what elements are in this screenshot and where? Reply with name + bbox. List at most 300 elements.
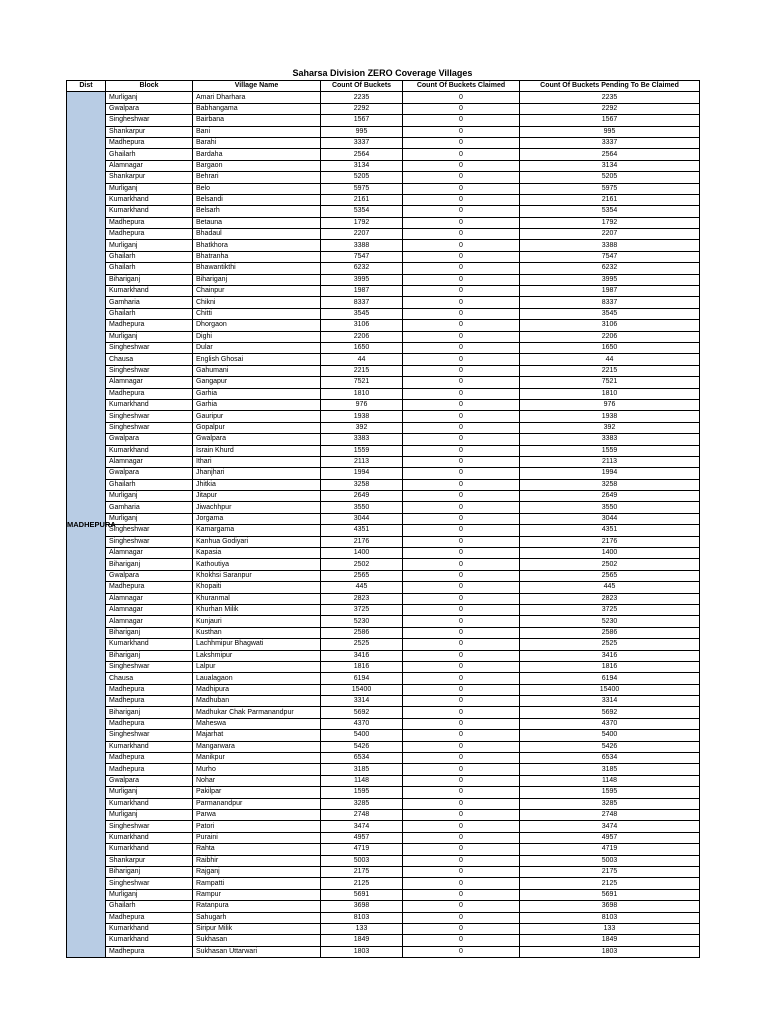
village-name-cell: Bihariganj — [193, 274, 321, 285]
table-row — [67, 240, 700, 251]
bucket-count-cell: 6232 — [321, 263, 403, 274]
block-cell: Bihariganj — [106, 866, 193, 877]
block-cell: Murliganj — [106, 889, 193, 900]
bucket-count-cell: 445 — [321, 582, 403, 593]
bucket-count-cell: 5691 — [321, 889, 403, 900]
village-name-cell: Ithari — [193, 456, 321, 467]
bucket-count-cell: 2748 — [321, 810, 403, 821]
village-name-cell: Kusthan — [193, 627, 321, 638]
table-row — [67, 479, 700, 490]
pending-count-cell: 5426 — [520, 741, 700, 752]
block-cell: Singheshwar — [106, 411, 193, 422]
bucket-count-cell: 3185 — [321, 764, 403, 775]
block-cell: Murliganj — [106, 331, 193, 342]
bucket-count-cell: 4957 — [321, 832, 403, 843]
bucket-count-cell: 133 — [321, 923, 403, 934]
claimed-count-cell: 0 — [403, 274, 520, 285]
table-row — [67, 707, 700, 718]
village-name-cell: Kanhua Godiyari — [193, 536, 321, 547]
block-cell: Madhepura — [106, 753, 193, 764]
village-name-cell: Manikpur — [193, 753, 321, 764]
claimed-count-cell: 0 — [403, 308, 520, 319]
claimed-count-cell: 0 — [403, 445, 520, 456]
bucket-count-cell: 6534 — [321, 753, 403, 764]
village-name-cell: Nohar — [193, 775, 321, 786]
block-cell: Kumarkhand — [106, 639, 193, 650]
claimed-count-cell: 0 — [403, 661, 520, 672]
block-cell: Shankarpur — [106, 855, 193, 866]
table-row — [67, 502, 700, 513]
block-cell: Madhepura — [106, 684, 193, 695]
village-name-cell: Mangarwara — [193, 741, 321, 752]
table-row — [67, 604, 700, 615]
bucket-count-cell: 2564 — [321, 149, 403, 160]
pending-count-cell: 6194 — [520, 673, 700, 684]
pending-count-cell: 3383 — [520, 434, 700, 445]
village-name-cell: Sukhasan Uttarwari — [193, 946, 321, 957]
village-name-cell: Bani — [193, 126, 321, 137]
claimed-count-cell: 0 — [403, 844, 520, 855]
claimed-count-cell: 0 — [403, 639, 520, 650]
header-count-of-buckets: Count Of Buckets — [321, 81, 403, 92]
table-row — [67, 536, 700, 547]
village-name-cell: Pakilpar — [193, 787, 321, 798]
block-cell: Singheshwar — [106, 365, 193, 376]
village-name-cell: Bhatkhora — [193, 240, 321, 251]
table-row — [67, 661, 700, 672]
village-name-cell: Lachhmipur Bhagwati — [193, 639, 321, 650]
pending-count-cell: 7521 — [520, 377, 700, 388]
table-row — [67, 491, 700, 502]
pending-count-cell: 1567 — [520, 115, 700, 126]
village-name-cell: Rahta — [193, 844, 321, 855]
bucket-count-cell: 1595 — [321, 787, 403, 798]
claimed-count-cell: 0 — [403, 342, 520, 353]
table-row — [67, 456, 700, 467]
bucket-count-cell: 3995 — [321, 274, 403, 285]
block-cell: Chausa — [106, 354, 193, 365]
village-name-cell: Belo — [193, 183, 321, 194]
block-cell: Alamnagar — [106, 593, 193, 604]
village-name-cell: Jhitkia — [193, 479, 321, 490]
bucket-count-cell: 2235 — [321, 92, 403, 103]
block-cell: Madhepura — [106, 582, 193, 593]
table-row — [67, 593, 700, 604]
table-row — [67, 286, 700, 297]
claimed-count-cell: 0 — [403, 172, 520, 183]
table-row — [67, 149, 700, 160]
block-cell: Bihariganj — [106, 650, 193, 661]
pending-count-cell: 2113 — [520, 456, 700, 467]
table-row — [67, 548, 700, 559]
claimed-count-cell: 0 — [403, 582, 520, 593]
block-cell: Alamnagar — [106, 604, 193, 615]
claimed-count-cell: 0 — [403, 297, 520, 308]
pending-count-cell: 8337 — [520, 297, 700, 308]
pending-count-cell: 3388 — [520, 240, 700, 251]
table-row — [67, 639, 700, 650]
pending-count-cell: 3550 — [520, 502, 700, 513]
claimed-count-cell: 0 — [403, 866, 520, 877]
table-row — [67, 217, 700, 228]
bucket-count-cell: 3388 — [321, 240, 403, 251]
bucket-count-cell: 1148 — [321, 775, 403, 786]
pending-count-cell: 995 — [520, 126, 700, 137]
block-cell: Gwalpara — [106, 775, 193, 786]
village-name-cell: Raibhir — [193, 855, 321, 866]
table-row — [67, 320, 700, 331]
block-cell: Murliganj — [106, 92, 193, 103]
table-row — [67, 718, 700, 729]
village-name-cell: Puraini — [193, 832, 321, 843]
block-cell: Gwalpara — [106, 468, 193, 479]
village-name-cell: Khopaiti — [193, 582, 321, 593]
bucket-count-cell: 3285 — [321, 798, 403, 809]
village-name-cell: Dighi — [193, 331, 321, 342]
claimed-count-cell: 0 — [403, 684, 520, 695]
district-cell: MADHEPURA — [67, 92, 106, 958]
block-cell: Ghailarh — [106, 251, 193, 262]
claimed-count-cell: 0 — [403, 707, 520, 718]
pending-count-cell: 1148 — [520, 775, 700, 786]
table-row — [67, 684, 700, 695]
bucket-count-cell: 2161 — [321, 194, 403, 205]
table-row — [67, 570, 700, 581]
village-name-cell: Chitti — [193, 308, 321, 319]
table-row — [67, 582, 700, 593]
claimed-count-cell: 0 — [403, 468, 520, 479]
block-cell: Kumarkhand — [106, 923, 193, 934]
header-village-name: Village Name — [193, 81, 321, 92]
claimed-count-cell: 0 — [403, 206, 520, 217]
block-cell: Murliganj — [106, 183, 193, 194]
bucket-count-cell: 44 — [321, 354, 403, 365]
block-cell: Alamnagar — [106, 616, 193, 627]
pending-count-cell: 3044 — [520, 513, 700, 524]
claimed-count-cell: 0 — [403, 650, 520, 661]
pending-count-cell: 2235 — [520, 92, 700, 103]
claimed-count-cell: 0 — [403, 923, 520, 934]
village-name-cell: Lakshmipur — [193, 650, 321, 661]
block-cell: Kumarkhand — [106, 206, 193, 217]
village-name-cell: Gauripur — [193, 411, 321, 422]
village-name-cell: Barahi — [193, 137, 321, 148]
claimed-count-cell: 0 — [403, 570, 520, 581]
bucket-count-cell: 1803 — [321, 946, 403, 957]
block-cell: Singheshwar — [106, 821, 193, 832]
claimed-count-cell: 0 — [403, 502, 520, 513]
bucket-count-cell: 8103 — [321, 912, 403, 923]
block-cell: Singheshwar — [106, 536, 193, 547]
block-cell: Kumarkhand — [106, 832, 193, 843]
village-name-cell: Ratanpura — [193, 901, 321, 912]
bucket-count-cell: 976 — [321, 399, 403, 410]
pending-count-cell: 3314 — [520, 696, 700, 707]
bucket-count-cell: 4719 — [321, 844, 403, 855]
claimed-count-cell: 0 — [403, 901, 520, 912]
bucket-count-cell: 3337 — [321, 137, 403, 148]
claimed-count-cell: 0 — [403, 536, 520, 547]
pending-count-cell: 1559 — [520, 445, 700, 456]
block-cell: Gamharia — [106, 502, 193, 513]
block-cell: Murliganj — [106, 513, 193, 524]
claimed-count-cell: 0 — [403, 331, 520, 342]
pending-count-cell: 1810 — [520, 388, 700, 399]
claimed-count-cell: 0 — [403, 240, 520, 251]
table-row — [67, 935, 700, 946]
pending-count-cell: 3337 — [520, 137, 700, 148]
pending-count-cell: 1803 — [520, 946, 700, 957]
table-row — [67, 103, 700, 114]
claimed-count-cell: 0 — [403, 456, 520, 467]
block-cell: Singheshwar — [106, 115, 193, 126]
bucket-count-cell: 2502 — [321, 559, 403, 570]
pending-count-cell: 5691 — [520, 889, 700, 900]
bucket-count-cell: 392 — [321, 422, 403, 433]
table-row — [67, 810, 700, 821]
claimed-count-cell: 0 — [403, 525, 520, 536]
pending-count-cell: 3185 — [520, 764, 700, 775]
village-name-cell: Garhia — [193, 399, 321, 410]
bucket-count-cell: 1650 — [321, 342, 403, 353]
block-cell: Kumarkhand — [106, 741, 193, 752]
block-cell: Shankarpur — [106, 172, 193, 183]
pending-count-cell: 1816 — [520, 661, 700, 672]
pending-count-cell: 6534 — [520, 753, 700, 764]
claimed-count-cell: 0 — [403, 730, 520, 741]
table-row — [67, 878, 700, 889]
table-row — [67, 775, 700, 786]
village-name-cell: Lalpur — [193, 661, 321, 672]
bucket-count-cell: 2565 — [321, 570, 403, 581]
bucket-count-cell: 1849 — [321, 935, 403, 946]
village-name-cell: Majarhat — [193, 730, 321, 741]
pending-count-cell: 3106 — [520, 320, 700, 331]
block-cell: Madhepura — [106, 696, 193, 707]
block-cell: Ghailarh — [106, 901, 193, 912]
claimed-count-cell: 0 — [403, 821, 520, 832]
claimed-count-cell: 0 — [403, 832, 520, 843]
pending-count-cell: 5400 — [520, 730, 700, 741]
pending-count-cell: 4370 — [520, 718, 700, 729]
table-row — [67, 251, 700, 262]
block-cell: Ghailarh — [106, 149, 193, 160]
table-row — [67, 901, 700, 912]
table-row — [67, 229, 700, 240]
village-name-cell: Belsarh — [193, 206, 321, 217]
table-row — [67, 411, 700, 422]
pending-count-cell: 3725 — [520, 604, 700, 615]
claimed-count-cell: 0 — [403, 604, 520, 615]
table-row — [67, 263, 700, 274]
pending-count-cell: 2161 — [520, 194, 700, 205]
block-cell: Kumarkhand — [106, 935, 193, 946]
pending-count-cell: 1400 — [520, 548, 700, 559]
pending-count-cell: 1938 — [520, 411, 700, 422]
sheet-title: Saharsa Division ZERO Coverage Villages — [292, 68, 473, 78]
claimed-count-cell: 0 — [403, 912, 520, 923]
claimed-count-cell: 0 — [403, 593, 520, 604]
block-cell: Chausa — [106, 673, 193, 684]
village-name-cell: Gangapur — [193, 377, 321, 388]
pending-count-cell: 2564 — [520, 149, 700, 160]
bucket-count-cell: 5975 — [321, 183, 403, 194]
claimed-count-cell: 0 — [403, 434, 520, 445]
table-row — [67, 126, 700, 137]
village-name-cell: Jiwachhpur — [193, 502, 321, 513]
village-name-cell: Bargaon — [193, 160, 321, 171]
village-name-cell: Bhadaul — [193, 229, 321, 240]
bucket-count-cell: 2176 — [321, 536, 403, 547]
table-row — [67, 342, 700, 353]
block-cell: Bihariganj — [106, 274, 193, 285]
bucket-count-cell: 3134 — [321, 160, 403, 171]
bucket-count-cell: 3545 — [321, 308, 403, 319]
bucket-count-cell: 3044 — [321, 513, 403, 524]
block-cell: Kumarkhand — [106, 844, 193, 855]
pending-count-cell: 2292 — [520, 103, 700, 114]
pending-count-cell: 5975 — [520, 183, 700, 194]
pending-count-cell: 2215 — [520, 365, 700, 376]
table-row — [67, 274, 700, 285]
bucket-count-cell: 2215 — [321, 365, 403, 376]
pending-count-cell: 1994 — [520, 468, 700, 479]
claimed-count-cell: 0 — [403, 548, 520, 559]
pending-count-cell: 4351 — [520, 525, 700, 536]
claimed-count-cell: 0 — [403, 627, 520, 638]
bucket-count-cell: 7547 — [321, 251, 403, 262]
claimed-count-cell: 0 — [403, 149, 520, 160]
pending-count-cell: 2525 — [520, 639, 700, 650]
bucket-count-cell: 3725 — [321, 604, 403, 615]
table-row — [67, 194, 700, 205]
block-cell: Gwalpara — [106, 570, 193, 581]
village-name-cell: Siripur Milik — [193, 923, 321, 934]
village-name-cell: Dular — [193, 342, 321, 353]
bucket-count-cell: 2206 — [321, 331, 403, 342]
table-row — [67, 422, 700, 433]
pending-count-cell: 3995 — [520, 274, 700, 285]
pending-count-cell: 2823 — [520, 593, 700, 604]
table-row — [67, 377, 700, 388]
pending-count-cell: 1792 — [520, 217, 700, 228]
block-cell: Madhepura — [106, 946, 193, 957]
header-block: Block — [106, 81, 193, 92]
table-row — [67, 866, 700, 877]
block-cell: Madhepura — [106, 764, 193, 775]
block-cell: Singheshwar — [106, 525, 193, 536]
pending-count-cell: 2649 — [520, 491, 700, 502]
village-name-cell: Babhangama — [193, 103, 321, 114]
table-row — [67, 172, 700, 183]
claimed-count-cell: 0 — [403, 855, 520, 866]
header-row — [67, 81, 700, 92]
claimed-count-cell: 0 — [403, 616, 520, 627]
block-cell: Alamnagar — [106, 377, 193, 388]
village-name-cell: Rampur — [193, 889, 321, 900]
block-cell: Singheshwar — [106, 342, 193, 353]
bucket-count-cell: 995 — [321, 126, 403, 137]
pending-count-cell: 2502 — [520, 559, 700, 570]
table-row — [67, 160, 700, 171]
table-row — [67, 468, 700, 479]
bucket-count-cell: 3383 — [321, 434, 403, 445]
claimed-count-cell: 0 — [403, 92, 520, 103]
claimed-count-cell: 0 — [403, 217, 520, 228]
claimed-count-cell: 0 — [403, 696, 520, 707]
claimed-count-cell: 0 — [403, 775, 520, 786]
header-buckets-claimed: Count Of Buckets Claimed — [403, 81, 520, 92]
village-name-cell: Amari Dharhara — [193, 92, 321, 103]
block-cell: Alamnagar — [106, 160, 193, 171]
bucket-count-cell: 2292 — [321, 103, 403, 114]
village-name-cell: Gopalpur — [193, 422, 321, 433]
bucket-count-cell: 1792 — [321, 217, 403, 228]
village-name-cell: Madhuban — [193, 696, 321, 707]
table-row — [67, 912, 700, 923]
block-cell: Singheshwar — [106, 422, 193, 433]
table-row — [67, 787, 700, 798]
bucket-count-cell: 3106 — [321, 320, 403, 331]
village-name-cell: Khuranmal — [193, 593, 321, 604]
pending-count-cell: 8103 — [520, 912, 700, 923]
village-name-cell: English Ghosai — [193, 354, 321, 365]
pending-count-cell: 392 — [520, 422, 700, 433]
bucket-count-cell: 2125 — [321, 878, 403, 889]
table-row — [67, 434, 700, 445]
block-cell: Madhepura — [106, 320, 193, 331]
claimed-count-cell: 0 — [403, 194, 520, 205]
table-row — [67, 798, 700, 809]
block-cell: Gamharia — [106, 297, 193, 308]
claimed-count-cell: 0 — [403, 229, 520, 240]
village-name-cell: Chainpur — [193, 286, 321, 297]
pending-count-cell: 1595 — [520, 787, 700, 798]
pending-count-cell: 15400 — [520, 684, 700, 695]
village-name-cell: Gahumani — [193, 365, 321, 376]
pending-count-cell: 3416 — [520, 650, 700, 661]
table-row — [67, 855, 700, 866]
table-row — [67, 331, 700, 342]
block-cell: Kumarkhand — [106, 399, 193, 410]
claimed-count-cell: 0 — [403, 513, 520, 524]
pending-count-cell: 2176 — [520, 536, 700, 547]
village-name-cell: Murho — [193, 764, 321, 775]
block-cell: Murliganj — [106, 240, 193, 251]
pending-count-cell: 5003 — [520, 855, 700, 866]
claimed-count-cell: 0 — [403, 137, 520, 148]
pending-count-cell: 445 — [520, 582, 700, 593]
table-row — [67, 753, 700, 764]
table-row — [67, 650, 700, 661]
pending-count-cell: 1849 — [520, 935, 700, 946]
claimed-count-cell: 0 — [403, 889, 520, 900]
table-row — [67, 559, 700, 570]
block-cell: Murliganj — [106, 491, 193, 502]
table-row — [67, 821, 700, 832]
pending-count-cell: 1650 — [520, 342, 700, 353]
block-cell: Gwalpara — [106, 103, 193, 114]
pending-count-cell: 2748 — [520, 810, 700, 821]
claimed-count-cell: 0 — [403, 878, 520, 889]
pending-count-cell: 2125 — [520, 878, 700, 889]
village-name-cell: Belsandi — [193, 194, 321, 205]
header-dist: Dist — [67, 81, 106, 92]
claimed-count-cell: 0 — [403, 399, 520, 410]
village-name-cell: Bhawantikthi — [193, 263, 321, 274]
village-name-cell: Jorgama — [193, 513, 321, 524]
village-name-cell: Parmanandpur — [193, 798, 321, 809]
